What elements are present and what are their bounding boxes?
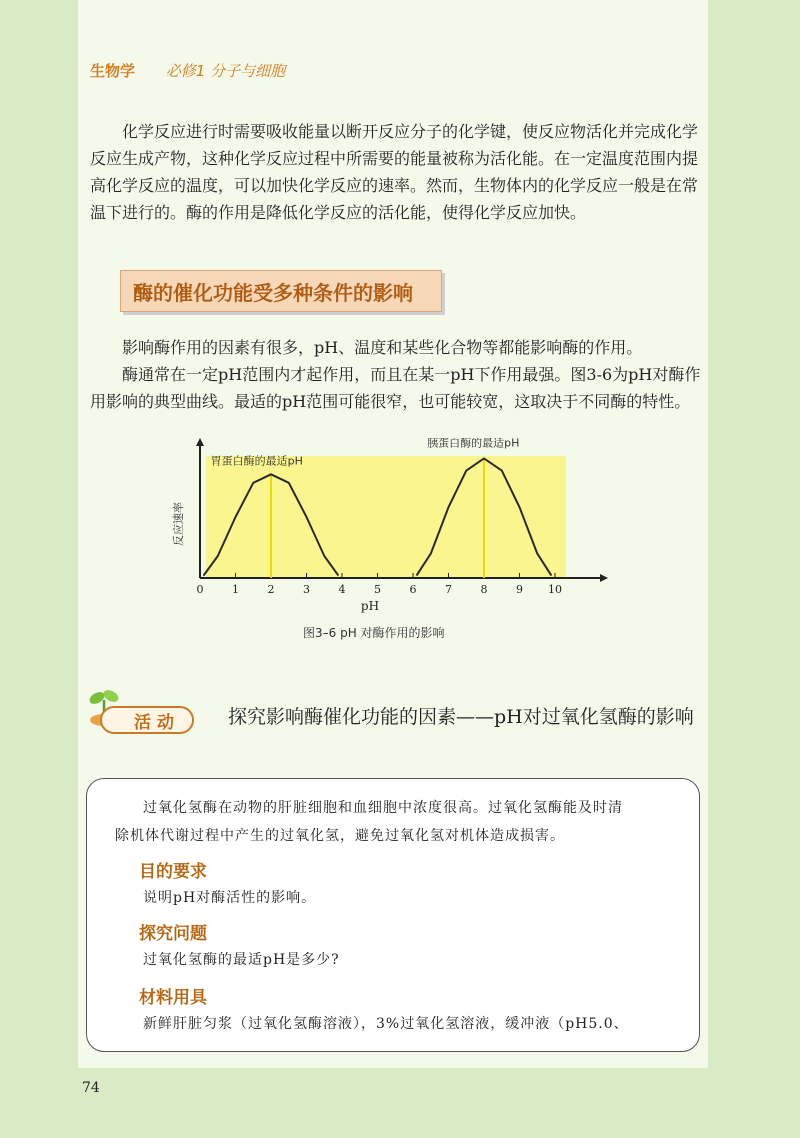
x-tick-label: 5 (374, 583, 381, 596)
x-tick-label: 2 (267, 583, 275, 596)
ph-chart (170, 438, 610, 618)
x-tick-label: 10 (548, 583, 562, 596)
activity-title: 探究影响酶催化功能的因素——pH对过氧化氢酶的影响 (228, 706, 694, 728)
header-volume: 必修1 分子与细胞 (165, 62, 286, 80)
purpose-heading: 目的要求 (139, 862, 207, 882)
question-heading: 探究问题 (139, 924, 207, 944)
materials-text: 新鲜肝脏匀浆（过氧化氢酶溶液），3%过氧化氢溶液，缓冲液（pH5.0、 (143, 1016, 629, 1032)
x-tick-label: 1 (232, 583, 239, 596)
x-tick-label: 6 (409, 583, 417, 596)
activity-intro-line-2: 除机体代谢过程中产生的过氧化氢，避免过氧化氢对机体造成损害。 (115, 828, 565, 844)
x-tick-label: 0 (196, 583, 204, 596)
x-axis-label: pH (360, 599, 380, 613)
activity-box (86, 778, 700, 1052)
curve-annotation: 胃蛋白酶的最适pH (210, 454, 303, 468)
x-tick-label: 9 (516, 583, 523, 596)
materials-heading: 材料用具 (139, 988, 207, 1008)
running-header (90, 60, 285, 81)
y-axis-arrow (196, 438, 204, 446)
question-text: 过氧化氢酶的最适pH是多少? (143, 952, 340, 968)
intro-paragraph: 化学反应进行时需要吸收能量以断开反应分子的化学键，使反应物活化并完成化学反应生成产物，这种化学反应过程中所需要的能量被称为活化能。在一定温度范围内提高化学反应的温度，可以加快化学反应的速率。然而，生物体内的化学反应一般是在常温下进行的。酶的作用是降低化学反应的活化能，使得化学反应加快。 (90, 122, 699, 222)
section-banner (120, 270, 442, 312)
chart-plot-background (206, 456, 566, 578)
x-tick-label: 3 (303, 583, 310, 596)
activity-badge-label: 活动 (134, 713, 180, 733)
purpose-text: 说明pH对酶活性的影响。 (143, 890, 317, 906)
figure-caption: 图3–6 pH 对酶作用的影响 (303, 626, 445, 640)
section-paragraph-1: 影响酶作用的因素有很多，pH、温度和某些化合物等都能影响酶的作用。 (122, 338, 643, 357)
header-subject: 生物学 (90, 62, 136, 80)
activity-intro-line-1: 过氧化氢酶在动物的肝脏细胞和血细胞中浓度很高。过氧化氢酶能及时清 (143, 800, 623, 816)
section-paragraph-2: 酶通常在一定pH范围内才起作用，而且在某一pH下作用最强。图3-6为pH对酶作用影响的典型曲线。最适的pH范围可能很窄，也可能较宽，这取决于不同酶的特性。 (90, 365, 701, 411)
x-tick-label: 7 (445, 583, 452, 596)
ph-chart-svg (170, 438, 610, 618)
curve-annotation: 胰蛋白酶的最适pH (427, 438, 520, 450)
activity-badge (100, 706, 194, 734)
x-tick-label: 8 (480, 583, 488, 596)
y-axis-label: 反应速率 (172, 502, 185, 546)
x-axis-arrow (600, 574, 608, 582)
page-number: 74 (82, 1080, 100, 1096)
x-tick-label: 4 (338, 583, 346, 596)
section-title: 酶的催化功能受多种条件的影响 (133, 281, 413, 305)
